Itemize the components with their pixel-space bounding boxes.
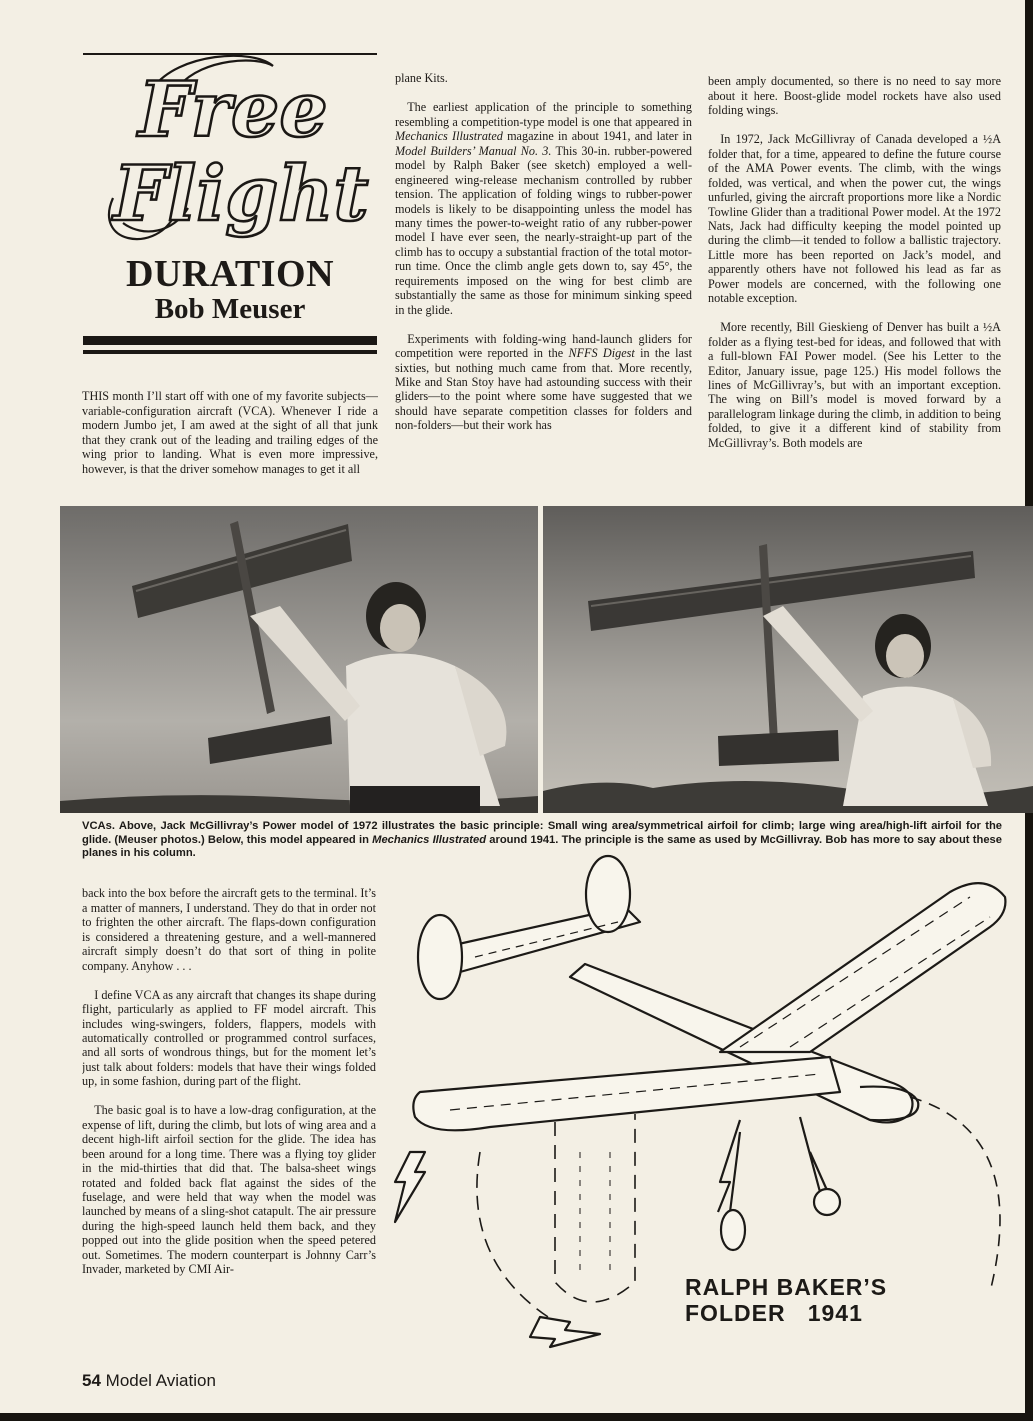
column-category: DURATION [125, 253, 335, 295]
paragraph: back into the box before the aircraft gets to the terminal. It’s a matter of manners, I understand. They do that in order not to frighten the other aircraft. The flaps-down configuration is considered a threatening gesture, and a well-mannered aircraft simply doesn’t do that sort of thing in polite company. Anyhow . . . [82, 886, 376, 973]
text-run: More recently, Bill Gieskieng of Denver has built a ½A folder as a flying test-bed for ideas, and followed that with a full-blown FAI Power model. (See his Letter to the Editor, January issue, page 125.) His model follows the lines of McGillivray’s, but with an important exception. The wing on Bill’s model is moved forward by a parallelogram linkage during the climb, in addition to being folded, to give it a different kind of stability from McGillivray’s. Both models are [708, 320, 1001, 450]
caption-text: around 1941. The principle is the same as used by McGillivray. Bob has more to say about these planes in his column. [82, 833, 1002, 860]
text-run: The basic goal is to have a low-drag configuration, at the expense of lift, during the climb, but lots of wing area and a decent high-lift airfoil section for the glide. The idea has been around for a long time. There was a flying toy glider in the mid-thirties that did that. The balsa-sheet wings rotated and folded back flat against the sides of the fuselage, and were held that way when the model was launched by means of a sling-shot catapult. The air pressure during the high-speed launch held them back, and they popped out into the glide position when the speed petered out. Sometimes. The modern counterpart is Johnny Carr’s Invader, marketed by CMI Air- [82, 1103, 376, 1277]
article-column-3 [708, 60, 1001, 498]
text-run: magazine in about 1941, and later in [502, 129, 692, 144]
page-bottom-edge [0, 1413, 1033, 1421]
paragraph [708, 320, 1001, 450]
text-run: The earliest application of the principle to something resembling a competition-type model is one that appeared in [395, 100, 692, 129]
sketch-label-line2: FOLDER 1941 [685, 1300, 863, 1326]
paragraph: THIS month I’ll start off with one of my favorite subjects—variable-configuration aircraft (VCA). Whenever I ride a modern Jumbo jet, I am awed at the sight of all that junk that they crank out of the leading and trailing edges of the wing prior to landing. What is even more impressive, however, is that the driver somehow manages to get it all [82, 389, 378, 476]
sketch-label-line1: RALPH BAKER’S [685, 1274, 888, 1300]
page-number: 54 [82, 1371, 101, 1390]
caption-magazine-title: Mechanics Illustrated [372, 833, 487, 846]
magazine-name: Model Aviation [105, 1371, 216, 1390]
paragraph [82, 988, 376, 1089]
photo-mcgillivray-unfolded [543, 506, 1033, 813]
article-column-2 [395, 57, 692, 495]
paragraph [395, 100, 692, 317]
paragraph: been amply documented, so there is no need to say more about it here. Boost-glide model rockets have also used folding wings. [708, 74, 1001, 118]
heading-rule-thick [83, 336, 377, 345]
logo-line1: Free [138, 65, 328, 154]
caption-text: VCAs. Above, Jack McGillivray’s Power model of 1972 illustrates the basic principle: Small wing area/symmetrical airfoil for climb; large wing area/high-lift airfoil for the glide. (Meuser photos.) Below, this model appeared in [82, 820, 1002, 846]
heading-rule-thin [83, 350, 377, 354]
article-column-1 [82, 375, 378, 493]
text-run: I define VCA as any aircraft that changes its shape during flight, particularly as applied to FF model aircraft. This includes wing-swingers, folders, flappers, models with automatically controlled or programmed control surfaces, and all sorts of wondrous things, but for the moment let’s just talk about folders: models that have their wings folded up, in some fashion, during part of the flight. [82, 987, 376, 1089]
author-name: Bob Meuser [154, 293, 306, 325]
magazine-title: Mechanics Illustrated [395, 129, 503, 144]
page-footer [82, 1371, 216, 1391]
text-run: in the last sixties, but nothing much came from that. More recently, Mike and Stan Stoy have had astounding success with their gliders—to the point where some have suggested that we should have separate competition classes for folders and non-folders—but their work has [395, 346, 692, 433]
digest-title: NFFS Digest [568, 346, 635, 361]
free-flight-logo [83, 48, 383, 253]
paragraph [708, 132, 1001, 305]
paragraph: plane Kits. [395, 71, 448, 86]
logo-line2: Flight [113, 149, 369, 238]
text-run: Experiments with folding-wing hand-launch gliders for competition were reported in the [395, 331, 692, 361]
paragraph [82, 1103, 376, 1276]
article-column-4 [82, 872, 376, 1356]
text-run: This 30-in. rubber-powered model by Ralph Baker (see sketch) employed a well-engineered wing-release mechanism controlled by rubber tension. The application of folding wings to rubber-power models is likely to be disappointing unless the model has many times the power-to-weight ratio of any rubber-power model I have ever seen, the nearly-straight-up part of the climb has to occupy a substantial fraction of the total motor-run time. Once the climb angle gets down to, say 45°, the requirements imposed on the wing for best climb are substantially the same as those for minimum sinking speed in the glide. [395, 143, 692, 317]
photo-mcgillivray-folded [60, 506, 538, 813]
paragraph [395, 332, 692, 433]
book-title: Model Builders’ Manual No. 3. [395, 143, 552, 158]
text-run: In 1972, Jack McGillivray of Canada developed a ½A folder that, for a time, appeared to define the future course of the AMA Power events. The climb, with the wings folded, was vertical, and when the power cut, the wings unfurled, giving the aircraft proportions more like a Nordic Towline Glider than a traditional Power model. At the 1972 Nats, Jack had difficulty keeping the model pointed up during the climb—it tended to follow a ballistic trajectory. Little more has been reported on Jack’s model, and apparently others have not followed his lead as far as Power models are concerned, with the following one notable exception. [708, 132, 1001, 306]
